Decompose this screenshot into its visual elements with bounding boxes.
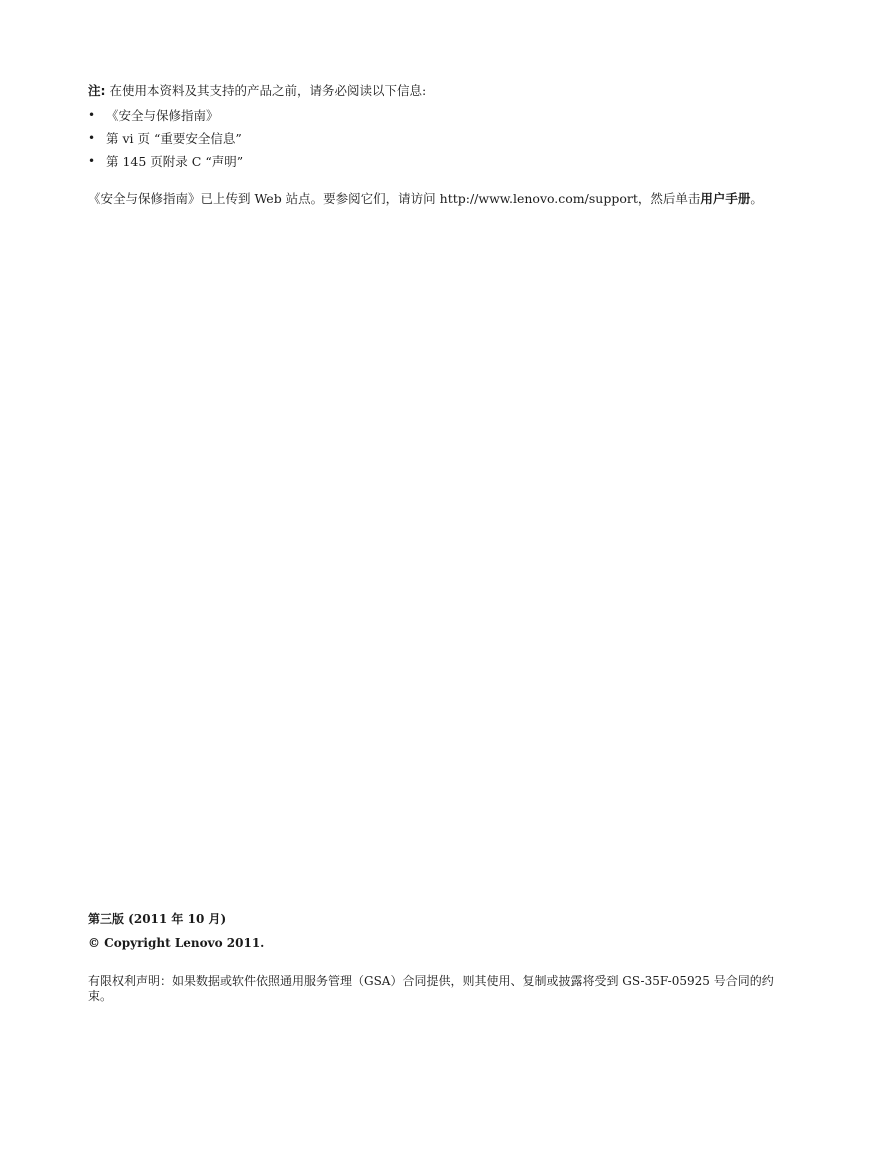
notice-label: 注: <box>88 83 106 98</box>
list-item <box>88 130 808 147</box>
list-item <box>88 107 808 124</box>
bullet-icon: • <box>88 154 96 168</box>
restricted-rights-notice: 有限权利声明：如果数据或软件依照通用服务管理（GSA）合同提供，则其使用、复制或披露将受到 GS-35F-05925 号合同的约束。 <box>88 974 774 1003</box>
notice-text: 在使用本资料及其支持的产品之前，请务必阅读以下信息: <box>109 83 427 98</box>
web-info-text: 《安全与保修指南》已上传到 Web 站点。要参阅它们，请访问 http://www.lenovo.com/support，然后单击 <box>88 191 701 206</box>
web-info-end: 。 <box>750 191 763 206</box>
notice-section <box>88 82 808 176</box>
edition-line: 第三版 (2011 年 10 月) <box>88 912 227 926</box>
bullet-icon: • <box>88 131 96 145</box>
list-item-text: 第 145 页附录 C “声明” <box>106 154 244 169</box>
list-item <box>88 153 808 170</box>
list-item-text: 第 vi 页 “重要安全信息” <box>106 131 242 146</box>
list-item-text: 《安全与保修指南》 <box>106 108 219 123</box>
copyright-line: © Copyright Lenovo 2011. <box>88 936 265 950</box>
web-info-paragraph <box>88 190 768 207</box>
required-reading-list <box>88 107 808 170</box>
user-guide-label: 用户手册 <box>700 191 751 206</box>
notice-intro <box>88 82 808 99</box>
bullet-icon: • <box>88 108 96 122</box>
